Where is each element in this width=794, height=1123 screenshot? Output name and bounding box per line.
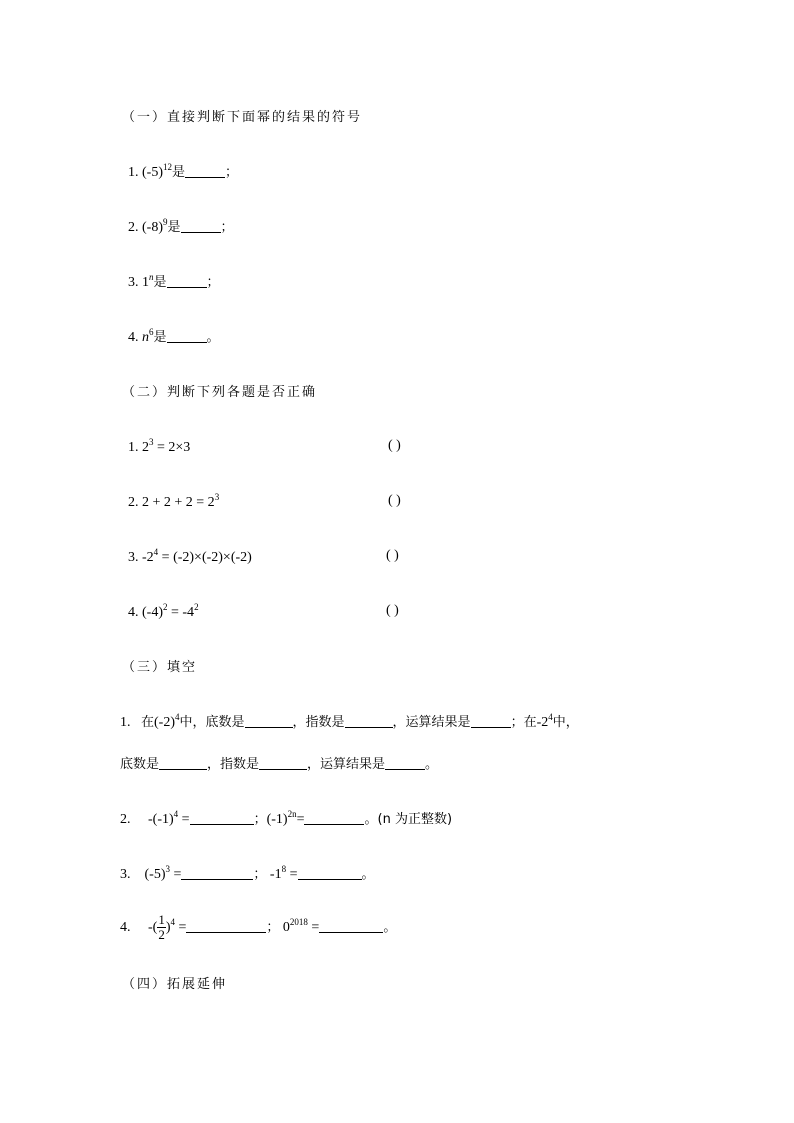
label-is: 是	[153, 275, 167, 290]
answer-blank[interactable]	[471, 713, 511, 728]
math-exponent: 3	[165, 864, 170, 874]
fraction-numerator: 1	[158, 912, 165, 928]
punct: ；	[253, 867, 267, 882]
answer-blank[interactable]	[259, 755, 307, 770]
math-expression: (-1)	[266, 812, 288, 827]
math-expression: 2	[142, 440, 149, 455]
p3-question-1-line-2	[120, 755, 438, 775]
math-expression: -1	[269, 867, 282, 882]
math-base: (-5)	[142, 165, 163, 180]
math-equals: =	[296, 812, 305, 827]
math-expression: 0	[282, 920, 290, 935]
question-number: 1.	[128, 440, 139, 455]
answer-blank[interactable]	[167, 328, 207, 343]
text: ；在	[510, 715, 537, 730]
math-expression: )	[165, 920, 171, 935]
section-title-4: （四）拓展延伸	[122, 977, 228, 992]
answer-blank[interactable]	[159, 755, 207, 770]
p3-question-1-line-1	[120, 713, 579, 733]
text: 在	[141, 715, 155, 730]
math-base: (-8)	[142, 220, 163, 235]
math-expression: = 2×3	[153, 440, 191, 455]
p2-question-4	[128, 603, 199, 623]
p2-question-1	[128, 438, 190, 458]
question-number: 4.	[120, 920, 131, 935]
question-number: 3.	[128, 550, 139, 565]
question-number: 4.	[128, 605, 139, 620]
question-number: 3.	[120, 867, 131, 882]
math-exponent: n	[149, 272, 154, 282]
math-exponent: 4	[548, 712, 553, 722]
label-is: 是	[153, 330, 167, 345]
math-exponent: 6	[149, 327, 154, 337]
math-expression: = (-2)×(-2)×(-2)	[158, 550, 252, 565]
punct: ；	[225, 165, 239, 180]
answer-blank[interactable]	[319, 918, 383, 933]
punct: 。	[364, 812, 378, 827]
answer-blank[interactable]	[181, 865, 253, 880]
question-number: 3.	[128, 275, 139, 290]
math-exponent: 4	[170, 917, 175, 927]
fraction	[157, 913, 166, 942]
math-exponent: 2	[163, 602, 168, 612]
p3-question-4	[120, 913, 396, 943]
label-is: 是	[167, 220, 181, 235]
math-base: n	[142, 330, 149, 345]
math-base: 1	[142, 275, 149, 290]
math-exponent: 8	[281, 864, 287, 874]
text: ，指数是	[207, 757, 260, 772]
punct: ；	[220, 220, 234, 235]
punct: ；	[266, 920, 280, 935]
answer-parentheses[interactable]: ( )	[386, 603, 399, 618]
math-expression: -(	[148, 920, 158, 935]
question-number: 2.	[120, 812, 131, 827]
answer-blank[interactable]	[304, 810, 364, 825]
p2-question-2	[128, 493, 219, 513]
punct: 。	[206, 330, 220, 345]
math-exponent: 2n	[287, 809, 297, 819]
math-equals: =	[307, 920, 320, 935]
math-exponent: 4	[173, 809, 179, 819]
text: 。	[425, 757, 439, 772]
answer-blank[interactable]	[345, 713, 393, 728]
text: 底数是	[120, 757, 160, 772]
section-title-1: （一）直接判断下面幂的结果的符号	[122, 110, 363, 125]
answer-blank[interactable]	[186, 918, 266, 933]
section-title-2: （二）判断下列各题是否正确	[122, 385, 318, 400]
math-equals: =	[175, 920, 187, 935]
p2-question-3	[128, 548, 252, 568]
math-exponent: 4	[175, 712, 180, 722]
fraction-denominator: 2	[158, 927, 165, 943]
p1-question-2	[128, 218, 234, 238]
math-expression: (-5)	[144, 867, 166, 882]
math-exponent: 4	[153, 547, 159, 557]
answer-parentheses[interactable]: ( )	[386, 548, 399, 563]
math-exponent: 9	[163, 217, 168, 227]
answer-blank[interactable]	[167, 273, 207, 288]
answer-blank[interactable]	[185, 163, 225, 178]
answer-blank[interactable]	[245, 713, 293, 728]
question-number: 2.	[128, 220, 139, 235]
math-expression: = -4	[167, 605, 195, 620]
answer-parentheses[interactable]: ( )	[388, 438, 401, 453]
note: (n 为正整数)	[377, 812, 453, 827]
p3-question-3	[120, 865, 375, 885]
text: ，运算结果是	[307, 757, 386, 772]
answer-blank[interactable]	[181, 218, 221, 233]
math-exponent: 3	[149, 437, 154, 447]
question-number: 2.	[128, 495, 139, 510]
answer-blank[interactable]	[298, 865, 362, 880]
p1-question-1	[128, 163, 238, 183]
label-is: 是	[172, 165, 186, 180]
answer-blank[interactable]	[190, 810, 254, 825]
punct: ；	[253, 812, 267, 827]
section-title-3: （三）填空	[122, 660, 198, 675]
math-equals: =	[286, 867, 298, 882]
punct: ；	[206, 275, 220, 290]
math-expression: 2 + 2 + 2 = 2	[142, 495, 215, 510]
math-exponent: 3	[214, 492, 220, 502]
text: 中，	[552, 715, 579, 730]
question-number: 1.	[120, 715, 131, 730]
p1-question-4	[128, 328, 220, 348]
p1-question-3	[128, 273, 220, 293]
answer-parentheses[interactable]: ( )	[388, 493, 401, 508]
punct: 。	[383, 920, 397, 935]
answer-blank[interactable]	[385, 755, 425, 770]
text: ，运算结果是	[392, 715, 471, 730]
punct: 。	[361, 867, 375, 882]
math-equals: =	[178, 812, 190, 827]
math-exponent: 12	[163, 162, 172, 172]
math-expression: (-2)	[154, 715, 176, 730]
text: ，指数是	[292, 715, 345, 730]
math-equals: =	[170, 867, 182, 882]
math-expression: (-4)	[142, 605, 163, 620]
p3-question-2	[120, 810, 452, 830]
question-number: 1.	[128, 165, 139, 180]
math-expression: -2	[536, 715, 549, 730]
math-exponent: 2	[194, 602, 199, 612]
math-expression: -2	[142, 550, 154, 565]
text: 中，底数是	[179, 715, 245, 730]
question-number: 4.	[128, 330, 139, 345]
math-expression: -(-1)	[148, 812, 174, 827]
math-exponent: 2018	[289, 917, 308, 927]
